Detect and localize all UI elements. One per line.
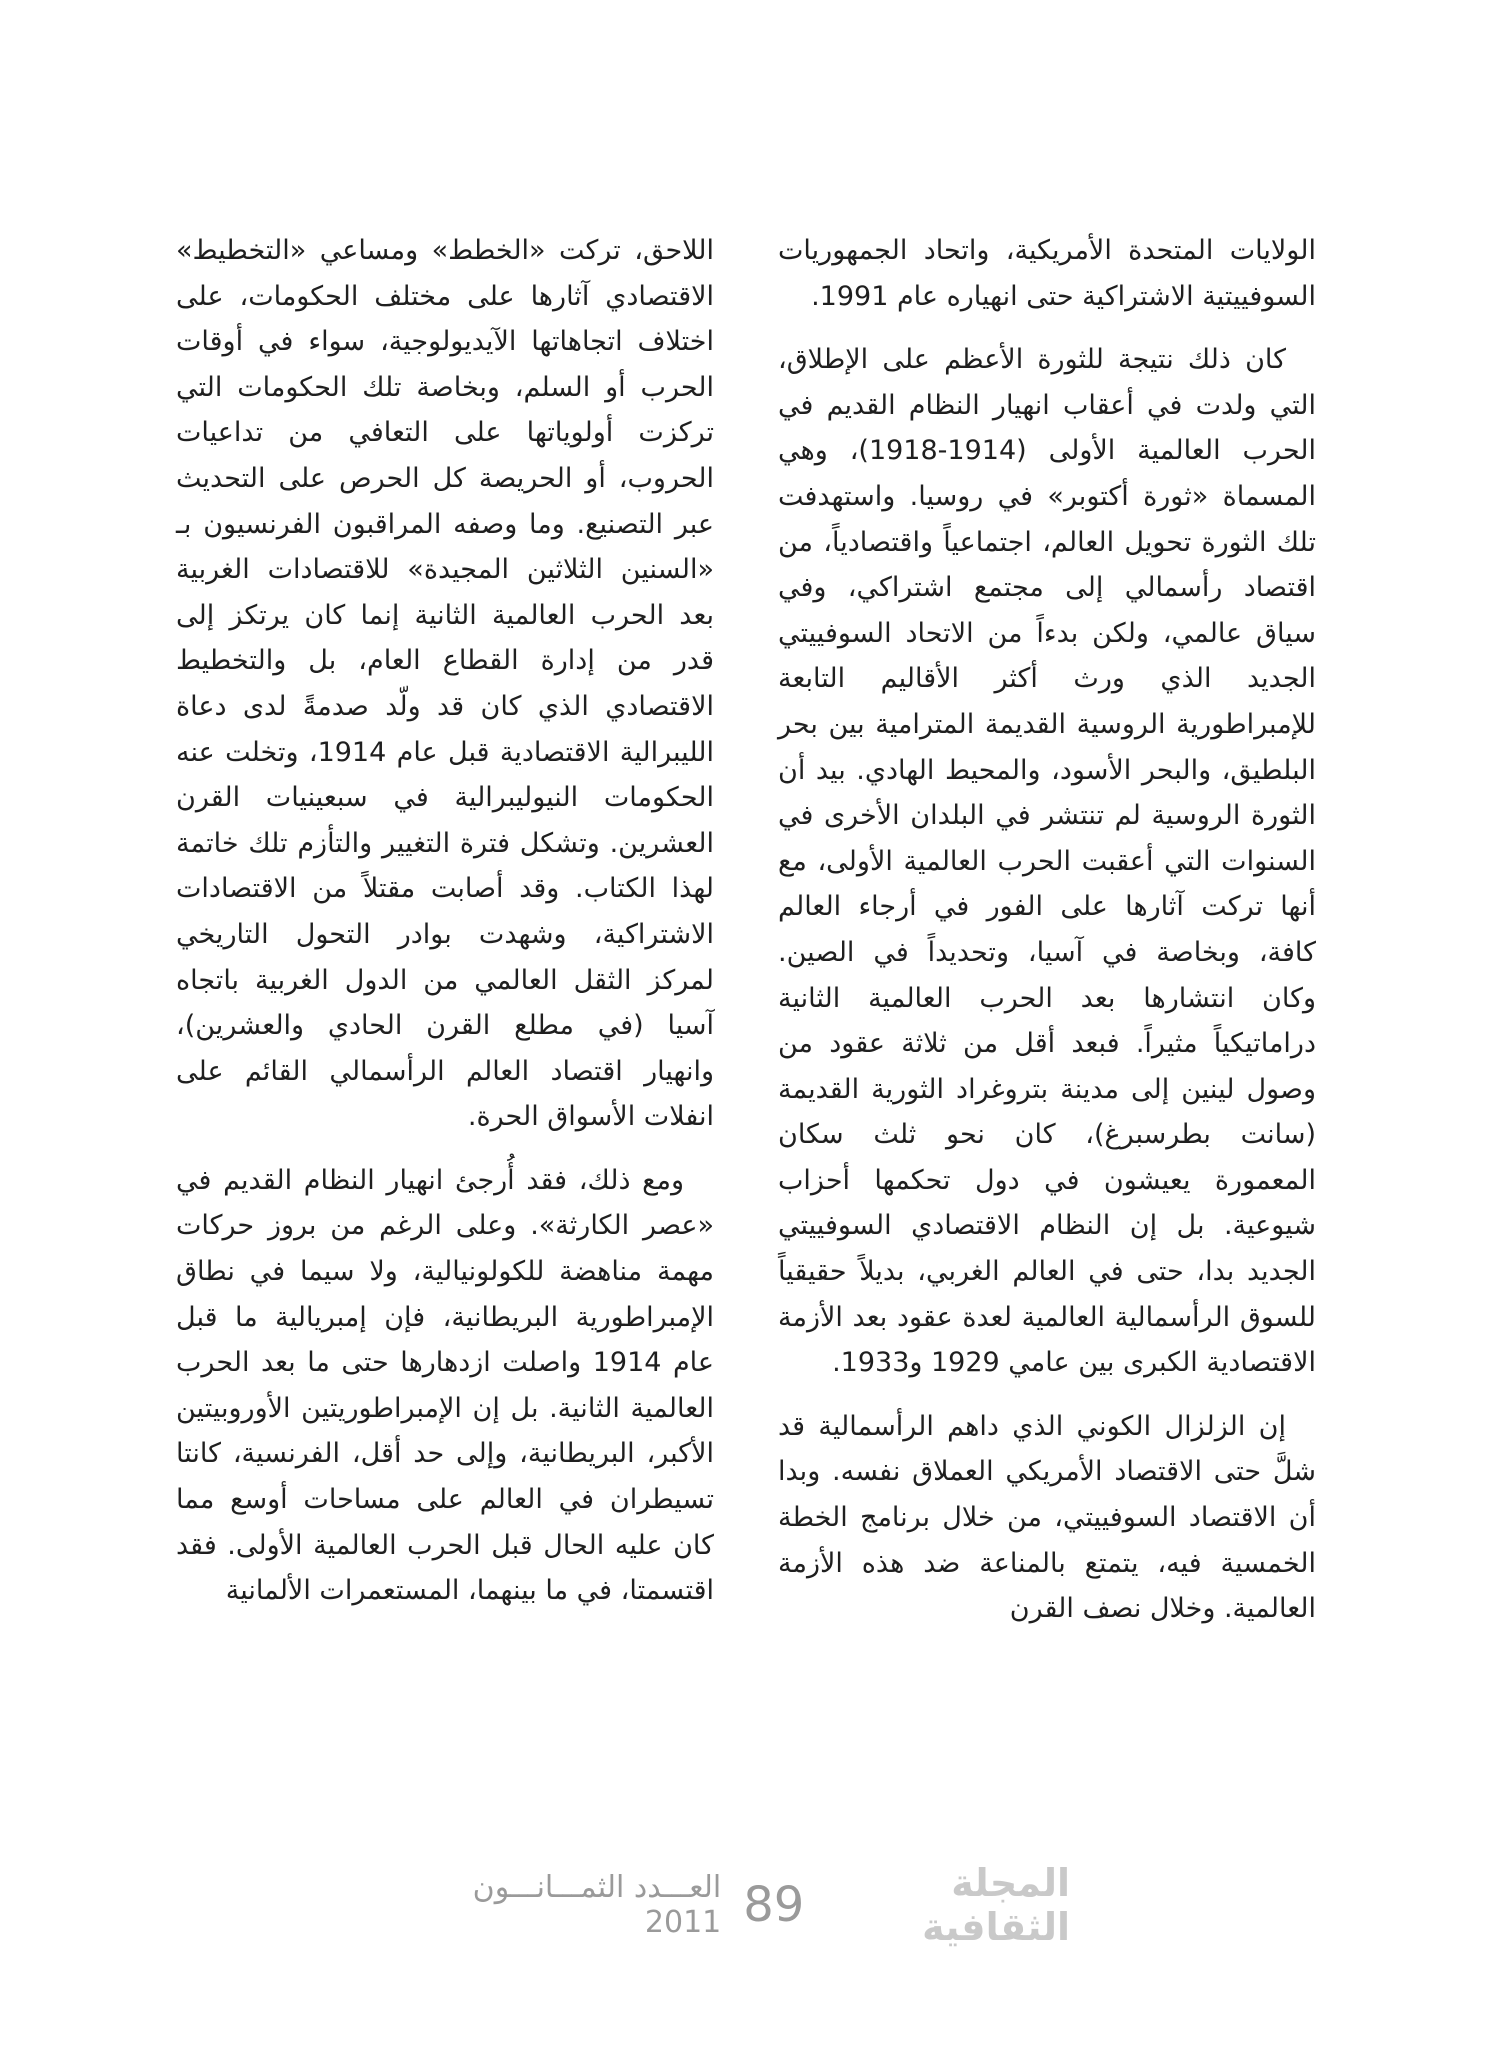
paragraph: كان ذلك نتيجة للثورة الأعظم على الإطلاق، التي ولدت في أعقاب انهيار النظام القديم في الحرب العالمية الأولى (1914-1918)، وهي المسماة «ثورة أكتوبر» في روسيا. واستهدفت تلك الثورة تحويل العالم، اجتماعياً واقتصادياً، من اقتصاد رأسمالي إلى مجتمع اشتراكي، وفي سياق عالمي، ولكن بدءاً من الاتحاد السوفييتي الجديد الذي ورث أكثر الأقاليم التابعة للإمبراطورية الروسية القديمة المترامية بين بحر البلطيق، والبحر الأسود، والمحيط الهادي. بيد أن الثورة الروسية لم تنتشر في البلدان الأخرى في السنوات التي أعقبت الحرب العالمية الأولى، مع أنها تركت آثارها على الفور في أرجاء العالم كافة، وبخاصة في آسيا، وتحديداً في الصين. وكان انتشارها بعد الحرب العالمية الثانية دراماتيكياً مثيراً. فبعد أقل من ثلاثة عقود من وصول لينين إلى مدينة بتروغراد الثورية القديمة (سانت بطرسبرغ)، كان نحو ثلث سكان المعمورة يعيشون في دول تحكمها أحزاب شيوعية. بل إن النظام الاقتصادي السوفييتي الجديد بدا، حتى في العالم الغربي، بديلاً حقيقياً للسوق الرأسمالية العالمية لعدة عقود بعد الأزمة الاقتصادية الكبرى بين عامي 1929 و1933. xyxy=(778,344,1316,1379)
paragraph: ومع ذلك، فقد أُرجئ انهيار النظام القديم في «عصر الكارثة». وعلى الرغم من بروز حركات مهمة مناهضة للكولونيالية، ولا سيما في نطاق الإمبراطورية البريطانية، فإن إمبريالية ما قبل عام 1914 واصلت ازدهارها حتى ما بعد الحرب العالمية الثانية. بل إن الإمبراطوريتين الأوروبيتين الأكبر، البريطانية، وإلى حد أقل، الفرنسية، كانتا تسيطران في العالم على مساحات أوسع مما كان عليه الحال قبل الحرب العالمية الأولى. فقد اقتسمتا، في ما بينهما، المستعمرات الألمانية xyxy=(176,1164,714,1607)
magazine-name: المجلة الثقافية xyxy=(922,1861,1070,1949)
paragraph: الولايات المتحدة الأمريكية، واتحاد الجمهوريات السوفييتية الاشتراكية حتى انهياره عام 1991. xyxy=(778,235,1316,312)
paragraph: إن الزلزال الكوني الذي داهم الرأسمالية قد شلَّ حتى الاقتصاد الأمريكي العملاق نفسه. وبدا أن الاقتصاد السوفييتي، من خلال برنامج الخطة الخمسية فيه، يتمتع بالمناعة ضد هذه الأزمة العالمية. وخلال نصف القرن xyxy=(778,1410,1316,1625)
issue-label: العـــدد الثمـــانـــون 2011 xyxy=(472,1870,722,1940)
text-column-right xyxy=(778,228,1316,1632)
page-footer xyxy=(430,1861,1070,1949)
paragraph: اللاحق، تركت «الخطط» ومساعي «التخطيط» الاقتصادي آثارها على مختلف الحكومات، على اختلاف اتجاهاتها الآيديولوجية، سواء في أوقات الحرب أو السلم، وبخاصة تلك الحكومات التي تركزت أولوياتها على التعافي من تداعيات الحروب، أو الحريصة كل الحرص على التحديث عبر التصنيع. وما وصفه المراقبون الفرنسيون بـ «السنين الثلاثين المجيدة» للاقتصادات الغربية بعد الحرب العالمية الثانية إنما كان يرتكز إلى قدر من إدارة القطاع العام، بل والتخطيط الاقتصادي الذي كان قد ولّد صدمةً لدى دعاة الليبرالية الاقتصادية قبل عام 1914، وتخلت عنه الحكومات النيوليبرالية في سبعينيات القرن العشرين. وتشكل فترة التغيير والتأزم تلك خاتمة لهذا الكتاب. وقد أصابت مقتلاً من الاقتصادات الاشتراكية، وشهدت بوادر التحول التاريخي لمركز الثقل العالمي من الدول الغربية باتجاه آسيا (في مطلع القرن الحادي والعشرين)، وانهيار اقتصاد العالم الرأسمالي القائم على انفلات الأسواق الحرة. xyxy=(176,235,714,1133)
page-number: 89 xyxy=(743,1877,805,1933)
text-column-left xyxy=(176,228,714,1614)
